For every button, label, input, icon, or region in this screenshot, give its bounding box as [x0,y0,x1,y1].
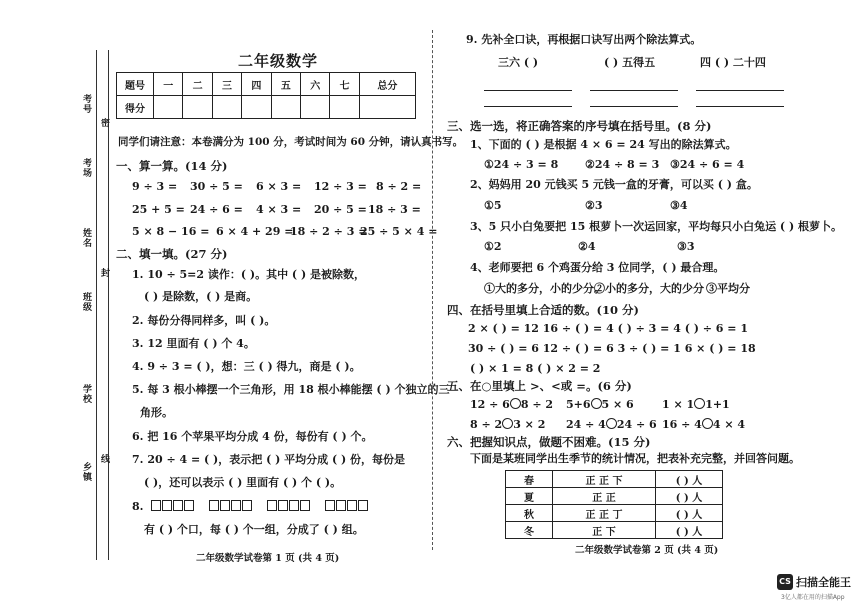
compare-right: 24 ÷ 6 [616,418,657,431]
square-group [151,500,195,513]
margin-label-banji: 班级 [81,292,91,312]
compare-circle[interactable] [591,398,602,409]
fill-q3: 3. 12 里面有 ( ) 个 4。 [132,337,255,350]
calc-item: 30 ÷ 5 = [190,180,243,193]
calc-item: 18 ÷ 2 ÷ 3 = [290,225,368,238]
season-name: 冬 [506,522,553,539]
season-name: 春 [506,471,553,488]
choice-q4-opt: ②小的多分，大的少分 [594,282,704,295]
season-count[interactable]: ( ) 人 [656,522,723,539]
season-row [506,488,723,505]
compare-circle[interactable] [694,398,705,409]
choice-q4-opt: ①大的多分，小的少分。 [484,282,605,295]
compare-left: 1 × 1 [662,398,695,411]
score-row-label: 得分 [117,96,154,119]
choice-q1-opt: ③24 ÷ 6 = 4 [670,158,745,171]
score-cell: 总分 [359,73,415,96]
answer-line[interactable] [484,106,572,107]
square-group [267,500,311,513]
score-cell: 三 [212,73,241,96]
calc-item: 20 ÷ 5 = [314,203,367,216]
calc-item: 25 + 5 = [132,203,185,216]
fill-q1a: 1. 10 ÷ 5=2 读作：( )。其中 ( ) 是被除数， [132,268,365,281]
answer-line[interactable] [590,106,678,107]
choice-q3-opt: ③3 [677,240,695,253]
answer-line[interactable] [696,90,784,91]
calc-item: 25 ÷ 5 × 4 = [360,225,438,238]
fill-number-row: 2 × ( ) = 12 16 ÷ ( ) = 4 ( ) ÷ 3 = 4 ( ) ÷ 6 = 1 [468,322,748,335]
margin-label-xiangzhen: 乡镇 [81,462,91,482]
square-group [209,500,253,513]
fill-q2: 2. 每份分得同样多，叫 ( )。 [132,314,276,327]
camscanner-tagline: 3亿人都在用的扫描App [781,594,845,601]
choice-q4: 4、老师要把 6 个鸡蛋分给 3 位同学，( ) 最合理。 [470,261,725,274]
compare-left: 16 ÷ 4 [662,418,702,431]
compare-circle[interactable] [702,418,713,429]
exam-notice: 同学们请注意：本卷满分为 100 分，考试时间为 60 分钟，请认真书写。 [118,136,464,148]
cut-mark-feng: 封 [99,268,109,278]
season-tally: 正 正 [553,488,656,505]
page2-footer: 二年级数学试卷第 2 页 (共 4 页) [575,545,719,556]
section6-intro: 下面是某班同学出生季节的统计情况，把表补充完整，并回答问题。 [470,452,800,465]
margin-label-xingming: 姓名 [81,228,91,248]
fill-q7b: ( )，还可以表示 ( ) 里面有 ( ) 个 ( )。 [144,476,342,489]
compare-right: 3 × 2 [513,418,546,431]
season-row [506,471,723,488]
calc-item: 4 × 3 = [256,203,302,216]
calc-item: 12 ÷ 3 = [314,180,367,193]
compare-item [662,418,745,432]
choice-q4-opt: ③平均分 [706,282,750,295]
fill-q8b: 有 ( ) 个口，每 ( ) 个一组，分成了 ( ) 组。 [144,523,364,536]
compare-item [566,418,657,432]
calc-item: 5 × 8 − 16 = [132,225,210,238]
fill-number-row: 30 ÷ ( ) = 6 12 ÷ ( ) = 6 3 ÷ ( ) = 1 6 × ( ) = 18 [468,342,756,355]
calc-item: 9 ÷ 3 = [132,180,178,193]
answer-line[interactable] [484,90,572,91]
calc-item: 6 × 3 = [256,180,302,193]
season-count[interactable]: ( ) 人 [656,505,723,522]
margin-label-kaohao: 考号 [81,94,91,114]
square-group [325,500,369,513]
compare-left: 8 ÷ 2 [470,418,503,431]
choice-q1-opt: ①24 ÷ 3 = 8 [484,158,559,171]
season-count[interactable]: ( ) 人 [656,488,723,505]
season-name: 秋 [506,505,553,522]
choice-q1: 1、下面的 ( ) 是根据 4 × 6 = 24 写出的除法算式。 [470,138,737,151]
compare-left: 5+6 [566,398,591,411]
compare-circle[interactable] [510,398,521,409]
page-title: 二年级数学 [238,52,319,70]
q9-item: ( ) 五得五 [604,56,656,69]
season-name: 夏 [506,488,553,505]
binding-line-outer [96,50,97,560]
fill-number-row: ( ) × 1 = 8 ( ) × 2 = 2 [470,362,601,375]
compare-item [470,398,553,412]
score-cell: 二 [183,73,212,96]
season-table [505,470,723,539]
season-tally: 正 下 [553,522,656,539]
calc-item: 18 ÷ 3 = [368,203,421,216]
compare-item [662,398,730,412]
choice-q2-opt: ②3 [585,199,603,212]
choice-q2-opt: ③4 [670,199,688,212]
fill-q6: 6. 把 16 个苹果平均分成 4 份，每份有 ( ) 个。 [132,430,373,443]
score-table-header-row [117,73,416,96]
choice-q3-opt: ②4 [578,240,596,253]
season-tally: 正 正 下 [553,471,656,488]
calc-item: 6 × 4 + 29 = [216,225,294,238]
compare-left: 12 ÷ 6 [470,398,510,411]
compare-item [470,418,545,432]
camscanner-logo-icon: CS [777,574,793,590]
section2-heading: 二、填一填。(27 分) [116,247,228,261]
section4-heading: 四、在括号里填上合适的数。(10 分) [447,303,639,317]
compare-right: 4 × 4 [712,418,746,431]
section6-heading: 六、把握知识点，做题不困难。(15 分) [447,435,651,449]
compare-item [566,398,634,412]
compare-left: 24 ÷ 4 [566,418,606,431]
answer-line[interactable] [590,90,678,91]
page1-footer: 二年级数学试卷第 1 页 (共 4 页) [196,553,340,564]
compare-circle[interactable] [606,418,617,429]
score-blank[interactable] [271,96,300,119]
score-blank[interactable] [330,96,359,119]
season-count[interactable]: ( ) 人 [656,471,723,488]
compare-right: 5 × 6 [601,398,634,411]
choice-q3-opt: ①2 [484,240,502,253]
choice-q1-opt: ②24 ÷ 8 = 3 [585,158,660,171]
season-row [506,505,723,522]
season-tally: 正 正 丁 [553,505,656,522]
q9-item: 三六 ( ) [498,56,539,69]
margin-label-xuexiao: 学校 [81,384,91,404]
fill-q7a: 7. 20 ÷ 4 = ( )，表示把 ( ) 平均分成 ( ) 份，每份是 [132,453,406,466]
section1-heading: 一、算一算。(14 分) [116,159,228,173]
q9-prompt: 9. 先补全口诀，再根据口诀写出两个除法算式。 [466,33,702,46]
section5-heading: 五、在○里填上 >、<或 =。(6 分) [447,379,632,393]
score-blank[interactable] [212,96,241,119]
score-table [116,72,416,119]
score-cell: 一 [154,73,183,96]
q9-item: 四 ( ) 二十四 [700,56,766,69]
score-blank[interactable] [242,96,271,119]
cut-mark-xian: 线 [99,454,109,464]
score-cell: 五 [271,73,300,96]
calc-item: 24 ÷ 6 = [190,203,243,216]
compare-right: 1+1 [705,398,730,411]
score-blank[interactable] [154,96,183,119]
fill-q1b: ( ) 是除数，( ) 是商。 [144,290,258,303]
score-blank[interactable] [183,96,212,119]
choice-q2: 2、妈妈用 20 元钱买 5 元钱一盒的牙膏，可以买 ( ) 盒。 [470,178,758,191]
margin-label-kaochang: 考场 [81,158,91,178]
choice-q3: 3、5 只小白兔要把 15 根萝卜一次运回家，平均每只小白兔运 ( ) 根萝卜。 [470,220,842,233]
fill-q5b: 角形。 [140,406,173,419]
score-blank[interactable] [359,96,415,119]
choice-q2-opt: ①5 [484,199,502,212]
score-cell: 七 [330,73,359,96]
fill-q4: 4. 9 ÷ 3 = ( )，想：三 ( ) 得九，商是 ( )。 [132,360,361,373]
cut-mark-mi: 密 [99,118,109,128]
season-row [506,522,723,539]
score-cell: 题号 [117,73,154,96]
section3-heading: 三、选一选，将正确答案的序号填在括号里。(8 分) [447,119,712,133]
calc-item: 8 ÷ 2 = [376,180,422,193]
page-gutter [432,30,433,550]
compare-circle[interactable] [502,418,513,429]
score-cell: 六 [301,73,330,96]
fill-q5a: 5. 每 3 根小棒摆一个三角形，用 18 根小棒能摆 ( ) 个独立的三 [132,383,450,396]
fill-q8 [132,500,369,514]
answer-line[interactable] [696,106,784,107]
score-table-score-row [117,96,416,119]
fill-q8-label: 8. [132,500,144,513]
score-cell: 四 [242,73,271,96]
score-blank[interactable] [301,96,330,119]
compare-right: 8 ÷ 2 [520,398,554,411]
camscanner-name: 扫描全能王 [796,576,851,589]
